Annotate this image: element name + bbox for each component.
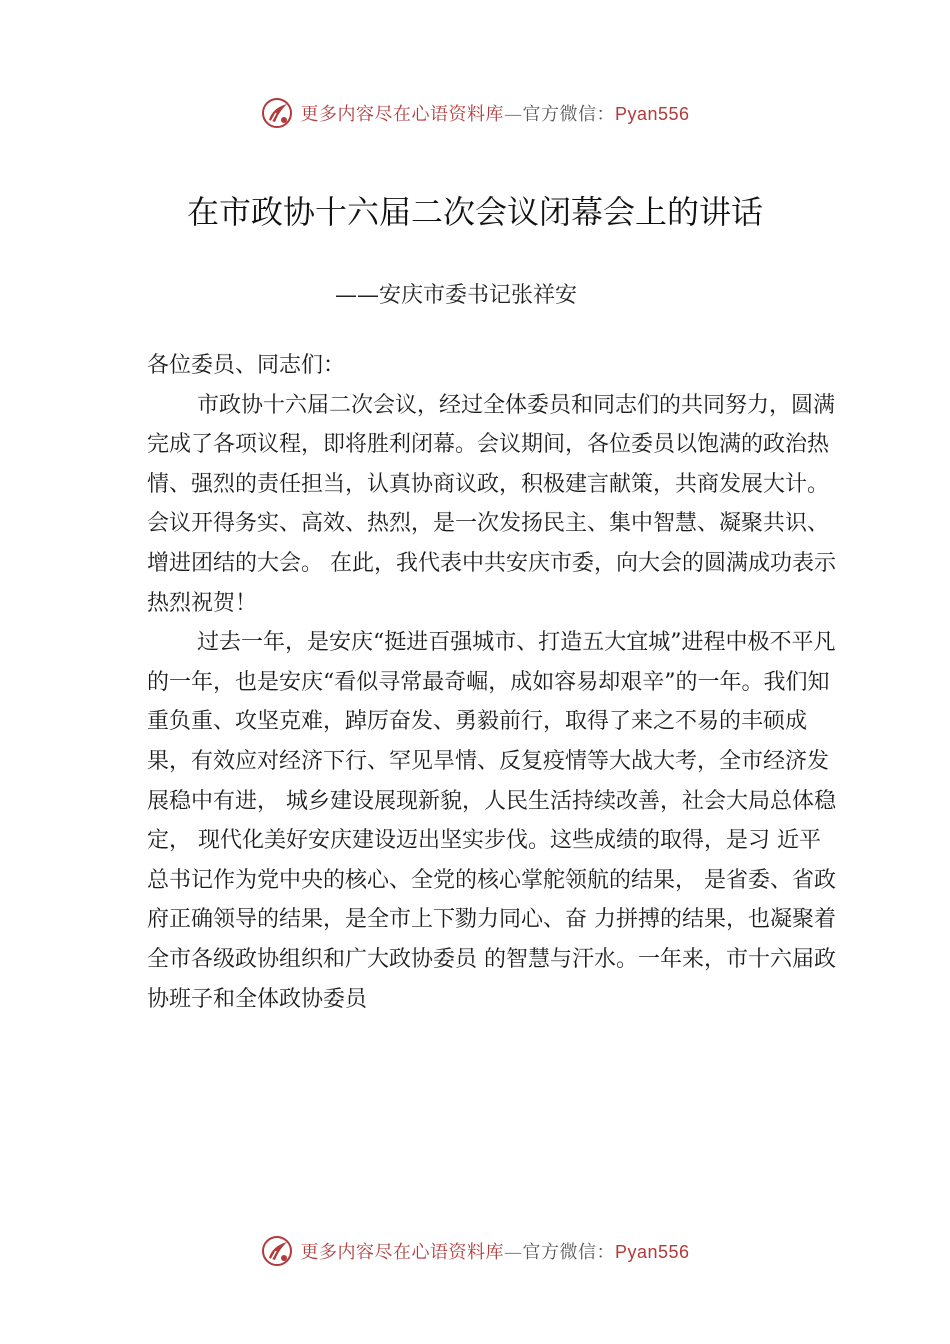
watermark-brand: 更多内容尽在心语资料库 [300, 104, 504, 125]
watermark-separator: — [503, 104, 523, 125]
library-logo-icon [260, 96, 294, 130]
watermark-footer [0, 1234, 950, 1268]
document-subtitle: ——安庆市委书记张祥安 [335, 283, 578, 308]
salutation: 各位委员、同志们： [147, 353, 346, 378]
watermark-separator: — [503, 1242, 523, 1263]
watermark-header [0, 96, 950, 130]
document-title: 在市政协十六届二次会议闭幕会上的讲话 [186, 193, 763, 231]
watermark-text [300, 100, 689, 126]
watermark-brand: 更多内容尽在心语资料库 [300, 1242, 504, 1263]
watermark-text [300, 1238, 689, 1264]
paragraph: 过去一年，是安庆“挺进百强城市、打造五大宜城”进程中极不平凡的一年，也是安庆“看似寻常最奇崛，成如容易却艰辛”的一年。我们知重负重、攻坚克难，踔厉奋发、勇毅前行，取得了来之不易的丰硕成果，有效应对经济下行、罕见旱情、反复疫情等大战大考，全市经济发展稳中有进， 城乡建设展现新貌，人民生活持续改善，社会大局总体稳定， 现代化美好安庆建设迈出坚实步伐。这些成绩的取得，是习 近平总书记作为党中央的核心、全党的核心掌舵领航的结果， 是省委、省政府正确领导的结果，是全市上下勠力同心、奋 力拼搏的结果，也凝聚着全市各级政协组织和广大政协委员 的智慧与汗水。一年来，市十六届政协班子和全体政协委员 [147, 630, 836, 1012]
watermark-wechat-id: Pyan556 [614, 104, 690, 124]
watermark-label: 官方微信： [522, 104, 615, 125]
watermark-wechat-id: Pyan556 [614, 1242, 690, 1262]
library-logo-icon [260, 1234, 294, 1268]
document-body [147, 346, 841, 1019]
paragraph: 市政协十六届二次会议，经过全体委员和同志们的共同努力，圆满完成了各项议程，即将胜利闭幕。会议期间，各位委员以饱满的政治热情、强烈的责任担当，认真协商议政，积极建言献策，共商发展大计。会议开得务实、高效、热烈，是一次发扬民主、集中智慧、凝聚共识、增进团结的大会。 在此，我代表中共安庆市委，向大会的圆满成功表示热烈祝贺！ [147, 392, 836, 616]
watermark-label: 官方微信： [522, 1242, 615, 1263]
